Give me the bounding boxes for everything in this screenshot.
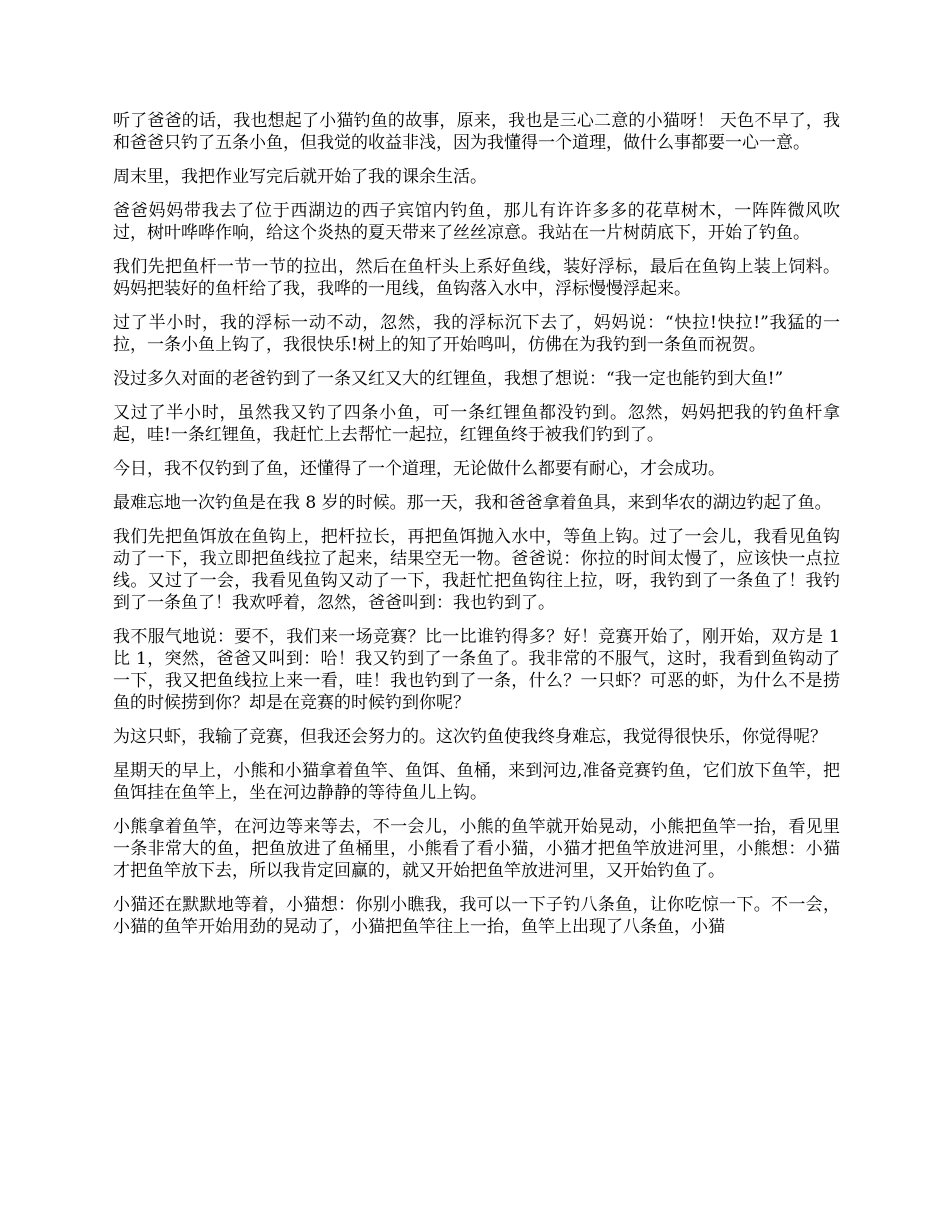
- paragraph-3: 爸爸妈妈带我去了位于西湖边的西子宾馆内钓鱼，那儿有许许多多的花草树木，一阵阵微风吹过，树叶哗哗作响，给这个炎热的夏天带来了丝丝凉意。我站在一片树荫底下，开始了钓鱼。: [113, 201, 840, 243]
- paragraph-11: 我不服气地说：要不，我们来一场竞赛？比一比谁钓得多？好！竞赛开始了，刚开始，双方是 1 比 1，突然，爸爸又叫到：哈！我又钓到了一条鱼了。我非常的不服气，这时，我看到鱼钩动了一下，我又把鱼线拉上来一看，哇！我也钓到了一条，什么？一只虾？可恶的虾，为什么不是捞鱼的时候捞到你？却是在竞赛的时候钓到你呢？: [113, 627, 840, 713]
- paragraph-5: 过了半小时，我的浮标一动不动，忽然，我的浮标沉下去了，妈妈说：“快拉!快拉!”我猛的一拉，一条小鱼上钩了，我很快乐!树上的知了开始鸣叫，仿佛在为我钓到一条鱼而祝贺。: [113, 313, 840, 355]
- paragraph-2: 周末里，我把作业写完后就开始了我的课余生活。: [113, 167, 487, 187]
- paragraph-15: 小猫还在默默地等着，小猫想：你别小瞧我，我可以一下子钓八条鱼，让你吃惊一下。不一会，小猫的鱼竿开始用劲的晃动了，小猫把鱼竿往上一抬，鱼竿上出现了八条鱼，小猫: [113, 895, 840, 937]
- paragraph-13: 星期天的早上，小熊和小猫拿着鱼竿、鱼饵、鱼桶，来到河边,准备竞赛钓鱼，它们放下鱼竿，把鱼饵挂在鱼竿上，坐在河边静静的等待鱼儿上钩。: [113, 761, 840, 803]
- paragraph-9: 最难忘地一次钓鱼是在我 8 岁的时候。那一天，我和爸爸拿着鱼具，来到华农的湖边钓起了鱼。: [113, 493, 832, 513]
- paragraph-12: 为这只虾，我输了竞赛，但我还会努力的。这次钓鱼使我终身难忘，我觉得很快乐，你觉得呢？: [113, 727, 827, 747]
- paragraph-4: 我们先把鱼杆一节一节的拉出，然后在鱼杆头上系好鱼线，装好浮标，最后在鱼钩上装上饲料。妈妈把装好的鱼杆给了我，我哗的一甩线，鱼钩落入水中，浮标慢慢浮起来。: [113, 257, 840, 299]
- paragraph-8: 今日，我不仅钓到了鱼，还懂得了一个道理，无论做什么都要有耐心，才会成功。: [113, 459, 725, 479]
- paragraph-7: 又过了半小时，虽然我又钓了四条小鱼，可一条红锂鱼都没钓到。忽然，妈妈把我的钓鱼杆拿起，哇!一条红锂鱼，我赶忙上去帮忙一起拉，红锂鱼终于被我们钓到了。: [113, 403, 840, 445]
- document-page: [113, 110, 840, 950]
- paragraph-6: 没过多久对面的老爸钓到了一条又红又大的红锂鱼，我想了想说：“我一定也能钓到大鱼!”: [113, 369, 784, 389]
- paragraph-14: 小熊拿着鱼竿，在河边等来等去，不一会儿，小熊的鱼竿就开始晃动，小熊把鱼竿一抬，看见里一条非常大的鱼，把鱼放进了鱼桶里，小熊看了看小猫，小猫才把鱼竿放进河里，小熊想：小猫才把鱼竿放下去，所以我肯定回赢的，就又开始把鱼竿放进河里，又开始钓鱼了。: [113, 817, 840, 881]
- paragraph-10: 我们先把鱼饵放在鱼钩上，把杆拉长，再把鱼饵抛入水中，等鱼上钩。过了一会儿，我看见鱼钩动了一下，我立即把鱼线拉了起来，结果空无一物。爸爸说：你拉的时间太慢了，应该快一点拉线。又过了一会，我看见鱼钩又动了一下，我赶忙把鱼钩往上拉，呀，我钓到了一条鱼了！我钓到了一条鱼了！我欢呼着，忽然，爸爸叫到：我也钓到了。: [113, 527, 840, 613]
- paragraph-1: 听了爸爸的话，我也想起了小猫钓鱼的故事，原来，我也是三心二意的小猫呀！ 天色不早了，我和爸爸只钓了五条小鱼，但我觉的收益非浅，因为我懂得一个道理，做什么事都要一心一意。: [113, 111, 840, 153]
